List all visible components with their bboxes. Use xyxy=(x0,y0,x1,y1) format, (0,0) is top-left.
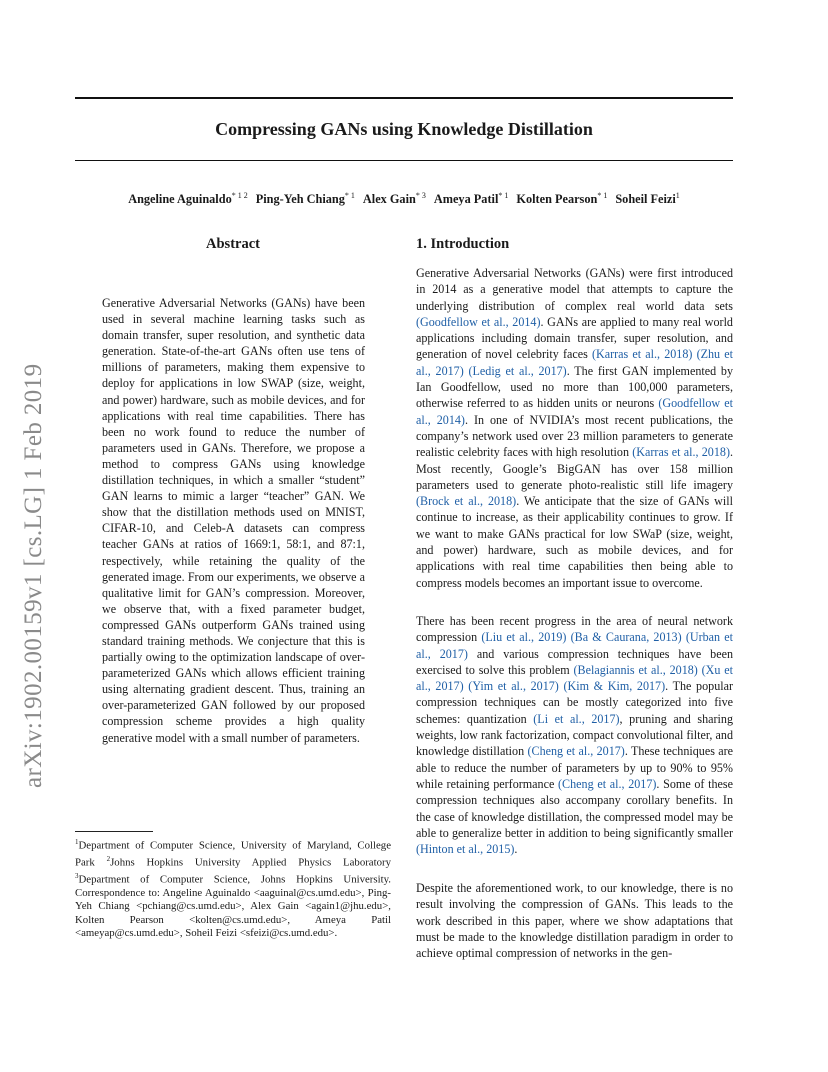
author-affiliation-marks: * 1 2 xyxy=(231,191,248,200)
author-affiliation-marks: * 1 xyxy=(498,191,509,200)
citation-link[interactable]: (Goodfellow et al., 2014) xyxy=(416,396,733,427)
affiliation-3-and-contacts: Department of Computer Science, Johns Hopkins University. Correspondence to: Angeline Aguinaldo <aaguinal@cs.umd.edu>, Ping-Yeh Chiang <pchiang@cs.umd.edu>, Alex Gain <again1@jhu.edu>, Kolten Pearson <kolten@cs.umd.edu>, Ameya Patil <ameyap@cs.umd.edu>, Soheil Feizi <sfeizi@cs.umd.edu>. xyxy=(75,873,391,940)
abstract-heading: Abstract xyxy=(206,236,260,252)
citation-link[interactable]: (Cheng et al., 2017) xyxy=(527,744,625,759)
author-name: Alex Gain$^{* 3}$ xyxy=(362,191,426,207)
paragraph-text: . GANs are applied to many real world applications including domain transfer, super resolution, and generation of novel celebrity faces xyxy=(416,314,733,362)
citation-link[interactable]: (Brock et al., 2018) xyxy=(416,494,517,509)
paragraph-text: and various compression techniques have been exercised to solve this problem xyxy=(416,646,734,677)
author-name: Kolten Pearson$^{* 1}$ xyxy=(516,191,608,207)
author-name: Angeline Aguinaldo$^{* 1 2}$ xyxy=(128,191,248,207)
paragraph-text: There has been recent progress in the area of neural network compression xyxy=(416,614,733,645)
footnote-divider xyxy=(75,831,153,832)
author-name: Ping-Yeh Chiang$^{* 1}$ xyxy=(255,191,355,207)
citation-link[interactable]: (Li et al., 2017) xyxy=(533,711,620,726)
paragraph-text: . These techniques are able to reduce the number of parameters by up to 90% to 95% while retaining performance xyxy=(416,744,734,791)
paragraph-text: . Most recently, Google’s BigGAN has over 158 million parameters used to generate photo-realistic still life imagery xyxy=(416,445,734,492)
abstract-body: Generative Adversarial Networks (GANs) have been used in several machine learning tasks such as domain transfer, super resolution, and synthetic data generation. State-of-the-art GANs often use tens of millions of parameters, making them expensive to deploy for applications in low SWAP (size, weight, and power) hardware, such as mobile devices, and for applications with real time capabilities. There has been no work found to reduce the number of parameters used in GANs. Therefore, we propose a method to compress GANs using knowledge distillation techniques, in which a smaller “student” GAN learns to mimic a larger “teacher” GAN. We show that the distillation methods used on MNIST, CIFAR-10, and Celeb-A datasets can compress teacher GANs at ratios of 1669:1, 58:1, and 87:1, respectively, while retaining the quality of the generated image. From our experiments, we observe a qualitative limit for GAN’s compression. Moreover, we observe that, with a fixed parameter budget, compressed GANs outperform GANs trained using standard training methods. We conjecture that this is partially owing to the optimization landscape of over-parameterized GANs which allows efficient training using alternating gradient descent. Thus, training an over-parameterized GAN followed by our proposed compression scheme provides a high quality generative model with a small number of parameters. xyxy=(102,296,365,745)
footnote-mark: 2 xyxy=(106,855,111,863)
affiliation-footnote xyxy=(75,836,391,941)
paragraph-text: , pruning and sharing weights, low rank factorization, compact convolutional filter, and knowledge distillation xyxy=(416,711,733,759)
citation-link[interactable]: (Liu et al., 2019) (Ba & Caurana, 2013) (Urban et al., 2017) xyxy=(416,630,733,661)
author-affiliation-marks: 1 xyxy=(675,191,680,200)
paragraph-text: . In one of NVIDIA’s most recent publications, the company’s network used over 23 million parameters to generate realistic celebrity faces with high resolution xyxy=(416,412,734,460)
intro-paragraph-3 xyxy=(416,880,733,961)
affiliation-2: Johns Hopkins University Applied Physics Laboratory xyxy=(110,856,391,869)
paragraph-text: . xyxy=(514,842,518,857)
citation-link[interactable]: (Cheng et al., 2017) xyxy=(558,776,657,791)
title-rule-top xyxy=(75,97,733,99)
intro-paragraph-1 xyxy=(416,265,733,591)
section-heading-introduction: 1. Introduction xyxy=(416,236,510,252)
author-affiliation-marks: * 3 xyxy=(415,191,426,200)
author-name: Ameya Patil$^{* 1}$ xyxy=(433,191,509,207)
citation-link[interactable]: (Belagiannis et al., 2018) (Xu et al., 2017) (Yim et al., 2017) (Kim & Kim, 2017) xyxy=(416,662,733,694)
author-list xyxy=(75,191,733,207)
arxiv-identifier[interactable]: arXiv:1902.00159v1 [cs.LG] 1 Feb 2019 xyxy=(20,363,47,788)
paper-title: Compressing GANs using Knowledge Distillation xyxy=(215,119,593,139)
affiliation-1: Department of Computer Science, University of Maryland, College Park xyxy=(75,839,391,869)
citation-link[interactable]: (Hinton et al., 2015) xyxy=(416,842,515,857)
author-affiliation-marks: * 1 xyxy=(597,191,608,200)
intro-paragraph-2 xyxy=(416,613,733,857)
citation-link[interactable]: (Karras et al., 2018) xyxy=(632,445,730,460)
paragraph-text: . Some of these compression techniques also accompany corollary benefits. In the case of knowledge distillation, the compressed model may be able to generalize better in addition to being significantly smaller xyxy=(416,776,733,840)
citation-link[interactable]: (Goodfellow et al., 2014) xyxy=(416,314,541,329)
footnote-mark: 3 xyxy=(75,872,79,880)
citation-link[interactable]: (Karras et al., 2018) (Zhu et al., 2017) (Ledig et al., 2017) xyxy=(416,347,733,378)
paragraph-text: Despite the aforementioned work, to our knowledge, there is no result involving the compression of GANs. This leads to the work described in this paper, where we show adaptations that must be made to the knowledge distillation paradigm in order to achieve optimal compression of networks in the gen- xyxy=(416,881,733,961)
paragraph-text: . The first GAN implemented by Ian Goodfellow, used no more than 100,000 parameters, otherwise referred to as hidden units or neurons xyxy=(416,363,734,411)
author-name: Soheil Feizi$^1$ xyxy=(615,191,680,207)
paragraph-text: . The popular compression techniques can be mostly categorized into five schemes: quantization xyxy=(416,679,733,726)
author-affiliation-marks: * 1 xyxy=(344,191,355,200)
title-rule-bottom xyxy=(75,160,733,161)
paragraph-text: . We anticipate that the size of GANs will continue to increase, as their applicability continues to grow. If we want to make GANs practical for low SWaP (size, weight, and power) hardware, such as mobile devices, and for applications with real time capabilities then being able to compress models becomes an important issue to overcome. xyxy=(416,494,733,590)
footnote-mark: 1 xyxy=(75,838,79,846)
paragraph-text: Generative Adversarial Networks (GANs) were first introduced in 2014 as a generative model that attempts to capture the underlying distribution of complex real world data sets xyxy=(416,266,733,313)
